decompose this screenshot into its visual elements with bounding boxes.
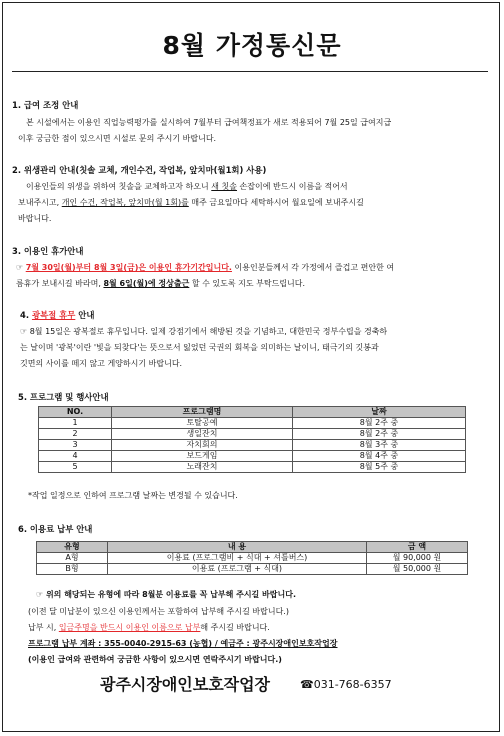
section4-line1: ☞ 8월 15일은 광복절로 휴무입니다. 일제 강점기에서 해방된 것을 기념하고, 대한민국 정부수립을 경축하 bbox=[20, 327, 388, 336]
table-row bbox=[39, 451, 466, 462]
table-header: NO. bbox=[39, 407, 112, 418]
section4-line3: 깃면의 사이를 떼지 않고 게양하시기 바랍니다. bbox=[20, 359, 183, 368]
table-header-row bbox=[39, 407, 466, 418]
table-cell: 8월 3주 중 bbox=[293, 440, 466, 451]
table-cell: 월 50,000 원 bbox=[367, 564, 468, 575]
table-row bbox=[39, 462, 466, 473]
section2-line1: 이용인들의 위생을 위하여 칫솔을 교체하고자 하오니 새 칫솔 손잡이에 반드시 이름을 적어서 bbox=[26, 182, 348, 191]
table-cell: 이용료 (프로그램 + 식대) bbox=[108, 564, 367, 575]
table-row bbox=[37, 553, 468, 564]
table-cell: 4 bbox=[39, 451, 112, 462]
organization-name: 광주시장애인보호작업장 bbox=[100, 675, 271, 694]
table-header: 내 용 bbox=[108, 542, 367, 553]
section3-line1: ☞ 7월 30일(월)부터 8월 3일(금)은 이용인 휴가기간입니다. 이용인분들께서 각 가정에서 즐겁고 편안한 여 bbox=[16, 263, 395, 272]
section2-heading: 2. 위생관리 안내(칫솔 교체, 개인수건, 작업복, 앞치마(월1회) 사용) bbox=[12, 165, 267, 175]
table-cell: 8월 2주 중 bbox=[293, 429, 466, 440]
section4-line2: 는 날이며 '광복'이란 '빛을 되찾다'는 뜻으로서 잃었던 국권의 회복을 의미하는 날이니, 태극기의 깃봉과 bbox=[20, 343, 379, 352]
table-cell: 월 90,000 원 bbox=[367, 553, 468, 564]
table-cell: 3 bbox=[39, 440, 112, 451]
section6-line1: ☞ 위의 해당되는 유형에 따라 8월분 이용료를 꼭 납부해 주시길 바랍니다. bbox=[36, 590, 297, 599]
table-cell: 8월 5주 중 bbox=[293, 462, 466, 473]
table-cell: A형 bbox=[37, 553, 108, 564]
table-cell: 이용료 (프로그램비 + 식대 + 셔틀버스) bbox=[108, 553, 367, 564]
table-header: 금 액 bbox=[367, 542, 468, 553]
table-cell: 토탈공예 bbox=[112, 418, 293, 429]
section6-line5: (이용인 급여와 관련하여 궁금한 사항이 있으시면 연락주시기 바랍니다.) bbox=[28, 655, 282, 664]
table-header: 유형 bbox=[37, 542, 108, 553]
phone-number: ☎031-768-6357 bbox=[300, 678, 392, 691]
page-title: 8월 가정통신문 bbox=[162, 31, 342, 60]
section1-line2: 이후 궁금한 점이 있으시면 시설로 문의 주시기 바랍니다. bbox=[18, 134, 217, 143]
table-cell: 8월 2주 중 bbox=[293, 418, 466, 429]
pointing-hand-icon: ☞ bbox=[16, 263, 26, 272]
section6-account: 프로그램 납부 계좌 : 355-0040-2915-63 (농협) / 예금주 : 광주시장애인보호작업장 bbox=[28, 639, 338, 648]
table-row bbox=[39, 429, 466, 440]
section6-line2: (이전 달 미납분이 있으신 이용인께서는 포함하여 납부해 주시길 바랍니다.) bbox=[28, 607, 289, 616]
table-cell: 5 bbox=[39, 462, 112, 473]
table-row bbox=[37, 564, 468, 575]
section4-heading: 4. 광복절 휴무 안내 bbox=[20, 310, 95, 320]
section1-line1: 본 시설에서는 이용인 직업능력평가를 실시하여 7월부터 급여책정표가 새로 적용되어 7월 25일 급여지급 bbox=[26, 118, 392, 127]
table-cell: 8월 4주 중 bbox=[293, 451, 466, 462]
section3-heading: 3. 이용인 휴가안내 bbox=[12, 246, 84, 256]
section2-line3: 바랍니다. bbox=[18, 214, 52, 223]
table-header: 프로그램명 bbox=[112, 407, 293, 418]
section5-note: *작업 일정으로 인하여 프로그램 날짜는 변경될 수 있습니다. bbox=[28, 491, 238, 500]
section1-heading: 1. 급여 조정 안내 bbox=[12, 100, 79, 110]
table-cell: 1 bbox=[39, 418, 112, 429]
table-header: 날짜 bbox=[293, 407, 466, 418]
section5-heading: 5. 프로그램 및 행사안내 bbox=[18, 392, 109, 402]
table-row bbox=[39, 418, 466, 429]
section3-line2: 름휴가 보내시길 바라며, 8월 6일(월)에 정상출근 할 수 있도록 지도 부탁드립니다. bbox=[16, 279, 306, 288]
table-header-row bbox=[37, 542, 468, 553]
table-cell: B형 bbox=[37, 564, 108, 575]
table-cell: 노래잔치 bbox=[112, 462, 293, 473]
section6-line3: 납부 시, 입금주명을 반드시 이용인 이름으로 납부해 주시길 바랍니다. bbox=[28, 623, 270, 632]
table-cell: 자치회의 bbox=[112, 440, 293, 451]
table-cell: 2 bbox=[39, 429, 112, 440]
table-cell: 보드게임 bbox=[112, 451, 293, 462]
section2-line2: 보내주시고, 개인 수건, 작업복, 앞치마(월 1회)를 매주 금요일마다 세탁하시어 월요일에 보내주시길 bbox=[18, 198, 364, 207]
section6-heading: 6. 이용료 납부 안내 bbox=[18, 524, 93, 534]
table-cell: 생일잔치 bbox=[112, 429, 293, 440]
title-divider bbox=[12, 71, 488, 72]
fee-table bbox=[36, 541, 468, 575]
table-row bbox=[39, 440, 466, 451]
program-table bbox=[38, 406, 466, 473]
